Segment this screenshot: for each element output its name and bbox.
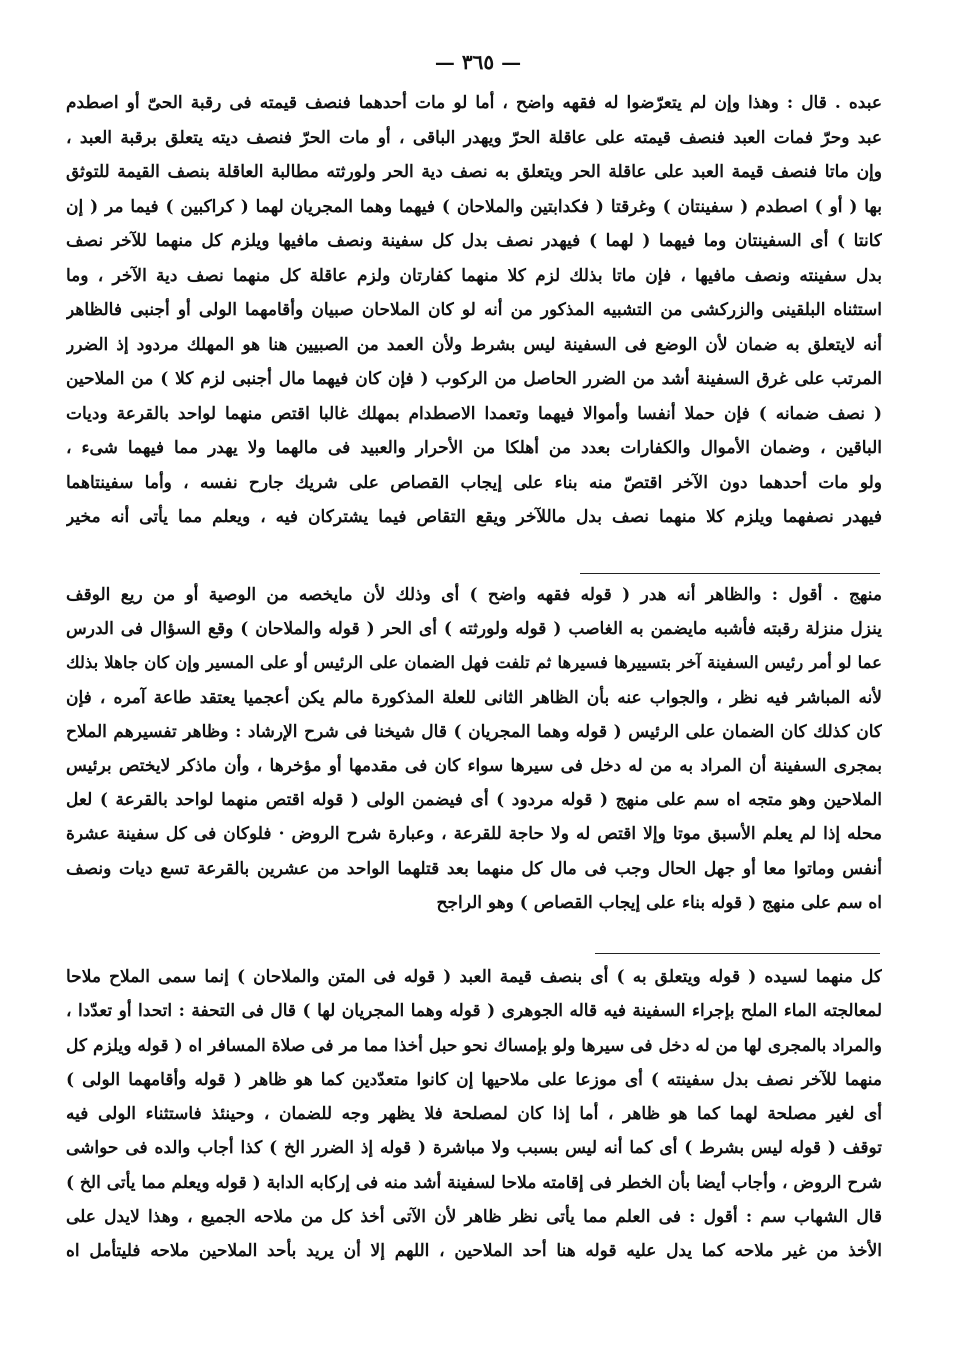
commentary-line: توقف ( قوله ليس بشرط ) أى كما أنه ليس بسبب ولا مباشرة ( قوله إذ الضرر الخ ) كذا أجاب والده فى حواشى bbox=[66, 1138, 882, 1159]
commentary-line: منهما للآخر نصف بدل سفينته ) أى موزعا على ملاحيها إن كانوا متعدّدين كما هو ظاهر ( قوله وأقامهما الولى ) bbox=[66, 1069, 882, 1090]
page-number: — ٣٦٥ — bbox=[434, 50, 522, 74]
main-text-line: وإن ماتا فنصف قيمة العبد على عاقلة الحر ويتعلق به نصف دية الحر ولورثته مطالبة العاقلة بنصف القيمة للتوثق bbox=[66, 162, 882, 182]
commentary-block-1 bbox=[66, 578, 882, 920]
commentary-line: الأخذ من غير ملاحه كما يدل عليه قوله هنا أحد الملاحين ، اللهم إلا أن يريد بأحد الملاحين ملاحه فليتأمل اه bbox=[66, 1241, 882, 1262]
commentary-line: منهج . أقول : والظاهر أنه هدر ( قوله فقهه واضح ) أى وذلك لأن مايخصه من الوصية أو من ريع الوقف bbox=[66, 585, 882, 605]
commentary-line: أى لغير مصلحة لهما كما هو ظاهر ، أما إذا كان لمصلحة فلا يظهر وجه للضمان ، وحينئذ فاستثناء الولى فيه bbox=[66, 1104, 882, 1125]
commentary-block-2 bbox=[66, 960, 882, 1269]
commentary-line: أنفس وماتوا معا أو جهل الحال وجب فى مال كل منهما بعد قتلهما الواحد من عشرين بالقرعة تسع ديات ونصف bbox=[66, 858, 882, 879]
main-text-line: عبد وحرّ فمات العبد فنصف قيمته على عاقلة الحرّ ويهدر الباقى ، أو مات الحرّ فنصف ديته يتعلق برقبة العبد ، bbox=[66, 127, 882, 148]
footnote-divider bbox=[580, 573, 880, 574]
main-text-line: عبده . قال : وهذا وإن لم يتعرّضوا له فقهه واضح ، أما لو مات أحدهما فنصف قيمته فى رقبة الحىّ أو اصطدم bbox=[66, 93, 882, 113]
main-text-line: المرتب على غرق السفينة أشد من الضرر الحاصل من الركوب ( فإن كان فيهما مال أجنبى لزم كلا ) من الملاحين bbox=[66, 369, 882, 389]
main-text-line: الباقين ، وضمان الأموال والكفارات بعدد من أهلكا من الأحرار والعبيد فى مالهما ولا يهدر مما فيهما شىء ، bbox=[66, 438, 882, 458]
commentary-line: ينزل منزلة رقبته فأشبه مايضمن به الغاصب ( قوله ولورثته ) أى الحر ( قوله والملاحان ) وقع السؤال فى الدرس bbox=[66, 619, 882, 640]
commentary-line: اه سم على منهج ( قوله بناء على إيجاب القصاص ) وهو الراجح bbox=[436, 892, 882, 913]
commentary-line: بمجرى السفينة أن المراد به من له دخل فى سيرها سواء كان فى مقدمها أو مؤخرها ، وأن ماذكر لايختص برئيس bbox=[66, 755, 882, 776]
commentary-line: لمعالجته الماء الملح بإجراء السفينة فيه قاله الجوهرى ( قوله وهما المجريان لها ) قال فى التحفة : اتحدا أو تعدّدا ، bbox=[66, 1001, 882, 1022]
main-text-block bbox=[66, 86, 882, 535]
main-text-line: ( نصف ضمانه ) فإن حملا أنفسا وأموالا فيهما وتعمدا الاصطدام بمهلك غالبا اقتص منهما لواحد بالقرعة وديات bbox=[66, 403, 882, 424]
commentary-line: كل منهما لسيده ( قوله ويتعلق به ) أى بنصف قيمة العبد ( قوله فى المتن والملاحان ) إنما سمى الملاح ملاحا bbox=[66, 967, 882, 987]
commentary-line: شرح الروض ، وأجاب أيضا بأن الخطر فى إقامته ملاحا لسفينة أشد منه فى إركابه الدابة ( قوله ويعلم مما يأتى الخ ) bbox=[66, 1172, 882, 1193]
main-text-line: بدل سفينته ونصف مافيها ، فإن ماتا بذلك لزم كلا منهما كفارتان ولزم عاقلة كل منهما نصف دية الآخر ، وما bbox=[66, 265, 882, 286]
footnote-divider bbox=[595, 953, 880, 954]
commentary-line: الملاحين وهو متجه اه سم على منهج ( قوله مردود ) أى فيضمن الولى ( قوله اقتص منهما لواحد بالقرعة ) لعل bbox=[66, 790, 882, 811]
commentary-line: قال الشهاب سم : أقول : فى العلم مما يأتى نظر ظاهر لأن الآتى أخذ كل من ملاحه الجميع ، وهذا لايدل على bbox=[66, 1207, 882, 1228]
main-text-line: بها ( أو ) اصطدم ( سفينتان ) وغرقتا ( فكدابتين والملاحان ) فيهما وهما المجريان لهما ( كراكبين ) فيما مر ( إن bbox=[66, 196, 882, 217]
main-text-line: أنه لايتعلق به ضمان لأن الوضع فى السفينة ليس بشرط ولأن العمد من الصبيين هنا هو المهلك مردود إذ الضرر bbox=[66, 334, 882, 355]
commentary-line: والمراد بالمجرى لها من له دخل فى سيرها ولو بإمساك نحو حبل أخذا مما مر فى صلاة المسافر اه ( قوله ويلزم كل bbox=[66, 1035, 882, 1056]
main-text-line: فيهدر نصفهما ويلزم كلا منهما نصف بدل ماللآخر ويقع التقاص فيما يشتركان فيه ، ويعلم مما يأتى أنه مخير bbox=[66, 507, 882, 527]
commentary-line: عما لو أمر رئيس السفينة آخر بتسييرها فسيرها ثم تلفت فهل الضمان على الرئيس أو على المسير وإن كان جاهلا بذلك bbox=[66, 653, 882, 673]
main-text-line: كانتا ) أى السفينتان وما فيهما ( لهما ) فيهدر نصف بدل كل سفينة ونصف مافيها ويلزم كل منهما للآخر نصف bbox=[66, 231, 882, 251]
commentary-line: لأنه المباشر فيه نظر ، والجواب عنه بأن الظاهر الثانى للعلة المذكورة مالم يكن أعجميا يعتقد طاعة آمره ، فإن bbox=[66, 687, 882, 708]
commentary-line: محله إذا لم يعلم الأسبق موتا وإلا اقتص له ولا حاجة للقرعة ، وعبارة شرح الروض · فلوكان فى كل سفينة عشرة bbox=[66, 824, 882, 845]
commentary-line: كان كذلك كان الضمان على الرئيس ( قوله وهما المجريان ) قال شيخنا فى شرح الإرشاد : وظاهر تفسيرهم الملاح bbox=[66, 721, 882, 742]
main-text-line: استثناه البلقينى والزركشى من التشبيه المذكور من أنه لو كان الملاحان صبيان وأقامهما الولى أو أجنبى فالظاهر bbox=[66, 300, 882, 320]
main-text-line: ولو مات أحدهما دون الآخر اقتصّ منه بناء على إيجاب القصاص على شريك جارح نفسه ، وأما سفينتاهما bbox=[66, 472, 882, 493]
